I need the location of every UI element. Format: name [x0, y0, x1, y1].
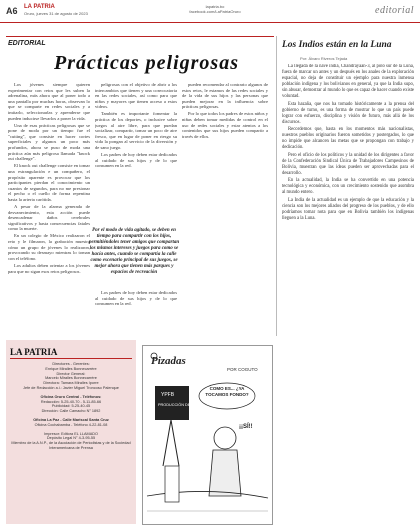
section-label: editorial: [375, 5, 414, 16]
column-divider: [276, 36, 277, 336]
opinion-body: [282, 64, 414, 522]
social-url[interactable]: facebook.com/LaPatriaOruro: [189, 9, 241, 14]
page-number: A6: [6, 6, 18, 16]
editorial-top-rule: [6, 36, 274, 37]
paragraph: La llegada de la nave india, Chandrayaan-3, al polo sur de la Luna, fuera de marcar un antes y un después en los anales de la exploración espacial, no deja de constituir un ejemplo para nuestra inmensa población indígena y los bolivianos en general, ya que la India supo, sin abusar, demostrar al mundo lo que es capaz de hacer cuando existe voluntad.: [282, 64, 414, 99]
editorial-column-2-tail: [95, 290, 177, 336]
paragraph: Esta hazaña, que nos ha tomado históricamente a la prensa del gobierno de turno, es una forma de mostrar lo que un país puede lograr con esfuerzo, disciplina y visión de futuro, más allá de los discursos.: [282, 101, 414, 125]
masthead-line: Oficina La Paz - Calle Mariscal Santa Cruz: [33, 417, 109, 422]
paragraph: pueden recomendar al contrario algunos de estos retos, le estamos de las redes sociales y de la vida de sus hijos y las personas que pueden mejorar en la influencia sobre prácticas peligrosas.: [182, 82, 268, 110]
character-head: [214, 427, 236, 449]
sign-text-1: YPFB: [161, 392, 175, 398]
opinion-author: Por: Álvaro Riveros Tejada: [300, 56, 348, 61]
paragraph: Recordemos que, hasta en los momentos más nacionalistas, nuestros pueblos originarios fueron sometidos y postergados, lo que no impide que alcancen las metas que se propongan con trabajo y dedicación.: [282, 127, 414, 150]
oil-well: [165, 466, 179, 502]
character-body: [209, 450, 241, 496]
header-rule: [0, 22, 420, 23]
header-paper-name: LA PATRIA: [24, 4, 55, 10]
cartoon-logo: Pizadas: [151, 355, 186, 367]
masthead-line: Jefe de Redacción a.i.: Javier Miguel Troncoso Palenque: [23, 385, 119, 390]
paragraph: El knock out challenge consiste en tomar una estrangulación e un compañero, el propósito aparente es provocar que los participantes pierdan el conocimiento un cuantos de segundos, para no me presionar el pecho o el cuello de forma repentina hasta la arteria carótida.: [8, 163, 90, 202]
pull-quote: Por el modo de vida agitado, se deben en tiempo para compartir con los hijos, permitiéndoles tener amigos que compartan los mismos intereses y juegos para como se hacía antes, cuando se compartía la calle como escenario principal de sus juegos, se mejor ahora que tienen más parques y espacios de recreación: [88, 228, 180, 275]
pump-leg: [171, 420, 179, 466]
site-url[interactable]: lapatria.bo: [205, 4, 225, 9]
paragraph: A pesar de la alarma generada de desvanecimiento, esta acción puede desencadenar daños cerebrales significativos y hasta consecuencias fatales como la muerte.: [8, 203, 90, 232]
editorial-label: EDITORIAL: [8, 40, 46, 47]
editorial-column-3: [182, 82, 268, 336]
masthead-logo: LA PATRIA: [10, 347, 58, 357]
opinion-title: Los Indios están en la Luna: [282, 40, 392, 50]
masthead-rule: [10, 358, 132, 359]
paragraph: Pero el oficio de los políticos y la unidad de los dirigentes a favor de la Confederación Sindical Única de Trabajadores Campesinos de Bolivia, muestran que las ideas pueden ser aprovechadas para el desarrollo.: [282, 152, 414, 176]
paragraph: Por lo que todos los padres de estos niños y niñas deben tomar medidas de control en el uso de redes sociales y estar atentos a los contenidos que sus hijos pueden compartir a través de ellos.: [182, 111, 268, 139]
masthead-line: Oficina Cochabamba - Teléfono 4-22-81-08: [34, 422, 108, 427]
masthead-line: Dirección: Calle Camacho N° 1892: [41, 409, 101, 414]
editorial-column-1: [8, 82, 90, 336]
paragraph: Los jóvenes siempre quieren experimentar con retos que les suben la adrenalina, más ahora que al poner todo a una pantalla por muchas horas, observan lo que se comparte en redes sociales y a imitarlo, seleccionarlas y aprenderse que pueden inducirse llevarlos a poner la vida.: [8, 82, 90, 121]
paragraph: En un colegio de México realizaron el reto y le filmaron, la grabación muestra cómo un grupo de jóvenes lo realizaron, provocando su desmayo mientras lo toman con el teléfono.: [8, 233, 90, 261]
masthead-line: Directora: Tamara Miralles Iporre: [43, 381, 99, 386]
cartoon-drawing: [143, 346, 272, 524]
sign-text-2: PRODUCCIÓN DE GAS: [158, 403, 200, 407]
masthead-line: Redacción: 5-25-40-70 - 5-11-85-66: [40, 399, 102, 404]
masthead-line: Miembro de la A.N.P., de la Asociación de Periodistas y de la Sociedad Interamericana de Prensa: [11, 441, 131, 450]
reply-text: ¡¡SÍ!!: [239, 424, 253, 430]
paragraph: Una de esas prácticas peligrosas que se pone de moda por un tiempo fue el "cutting", que consiste en hacer cortes superficiales y algunos un poco más profundos, ahora se puso de moda una práctica aún más peligrosa llamada "knock out challenge".: [8, 122, 90, 162]
paragraph: Los padres de hoy deben estar dedicados al cuidado de sus hijos y de lo que consumen en la red.: [95, 290, 177, 307]
masthead-line: Impresor: Editora EL LLAMADO: [44, 431, 98, 436]
editorial-column-2: [95, 82, 177, 222]
paragraph: Los padres de hoy deben estar dedicados al cuidado de sus hijos y de lo que consumen en la red.: [95, 152, 177, 169]
paragraph: También es importante fomentar la práctica de los deportes, o inclusive sobre juegos al aire libre, para que puedan socializar, compartir, tomar un poco de aire fresco, que en lugar de poner en riesgo su vida la pongan al servicio de la diversión y de sano juego.: [95, 111, 177, 151]
paragraph: La India de la actualidad es un ejemplo de que la educación y la ciencia son los mejores aliados del progreso de los pueblos, y de ello podríamos tomar nota para que en Bolivia también los indígenas lleguen a la Luna.: [282, 197, 414, 221]
header-date: Oruro, jueves 31 de agosto de 2023: [24, 11, 88, 16]
speech-text: COMO ES... ¿YA TOCAMOS FONDO?: [205, 386, 249, 397]
cartoon-credit: POR COGUTO: [227, 367, 258, 372]
paragraph: peligrosas con el objetivo de abrir a los intercambios que tienen y una convocatoria en las redes sociales, así como para que niños y mayores que tienen acceso a estos videos.: [95, 82, 177, 110]
masthead-text: [10, 362, 132, 451]
masthead-line: Directores - Gerentes:: [52, 362, 90, 366]
paragraph: Los adultos deben orientar a los jóvenes para que no sigan esos retos peligrosos.: [8, 262, 90, 274]
masthead-line: Enrique Miralles Bonnecarrère: [45, 366, 97, 371]
masthead-line: Oficina Oruro Central - Teléfonos:: [40, 394, 102, 399]
masthead-line: Depósito Legal N° 4-3-95-55: [46, 436, 96, 441]
paragraph: En la actualidad, la India se ha convertido en una potencia tecnológica y económica, con un crecimiento sostenido que asombra al mundo entero.: [282, 178, 414, 195]
cartoon-panel: [142, 345, 273, 525]
editorial-title: Prácticas peligrosas: [54, 52, 239, 74]
header-site: [180, 4, 250, 14]
masthead-line: Director General:: [56, 371, 86, 376]
masthead-line: Marcelo Miralles Bonnecarrère: [45, 376, 97, 381]
masthead-line: Publicidad: 5-25-40-45: [51, 404, 91, 409]
pump-leg: [163, 420, 171, 466]
